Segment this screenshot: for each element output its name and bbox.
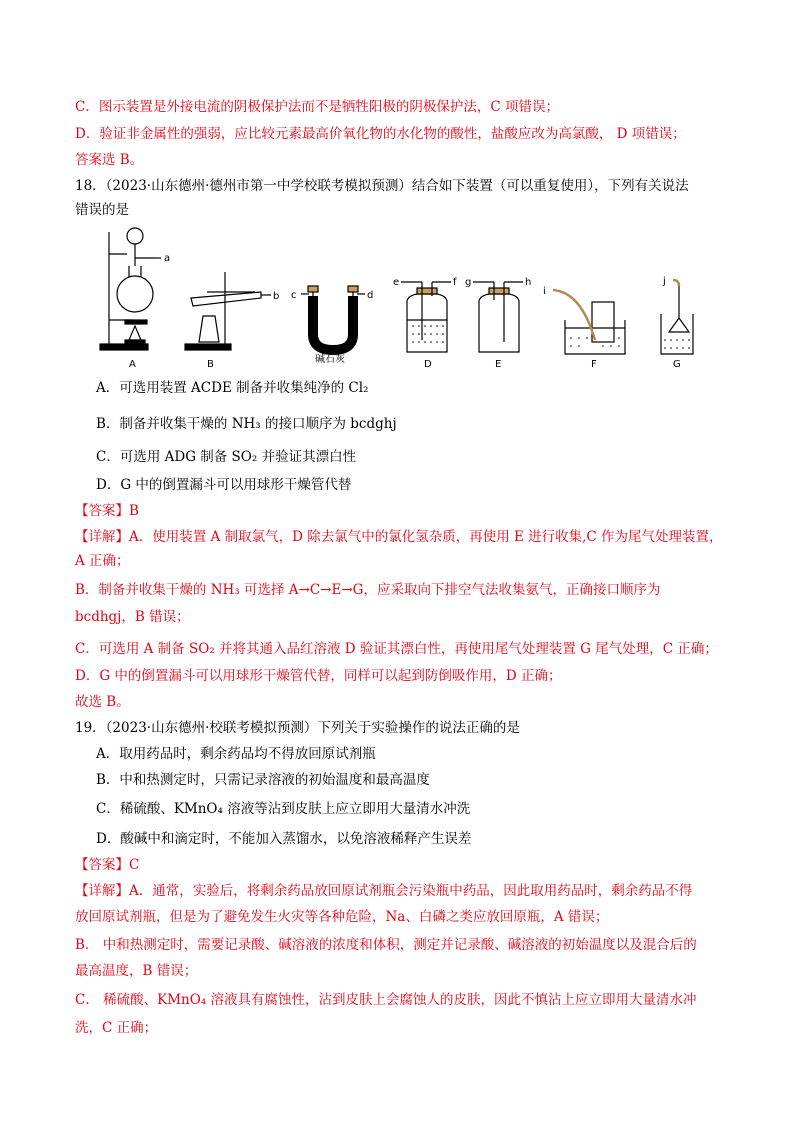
apparatus-f [553, 290, 625, 354]
option-19-b: B．中和热测定时，只需记录溶液的初始温度和最高温度 [96, 772, 430, 788]
explanation-19: C． 稀硫酸、KMnO₄ 溶液具有腐蚀性，沾到皮肤上会腐蚀人的皮肤，因此不慎沾上应立即用大量清水冲 [75, 992, 697, 1008]
label-g: G [673, 359, 681, 370]
explanation-18: A 正确； [75, 553, 130, 569]
apparatus-b [185, 272, 271, 350]
port-label-f: f [453, 277, 457, 288]
explanation-18: 【详解】A．使用装置 A 制取氯气，D 除去氯气中的氯化氢杂质，再使用 E 进行收集,C 作为尾气处理装置， [75, 529, 723, 545]
c-content-label: 碱石灰 [315, 354, 345, 365]
apparatus-g [661, 280, 693, 354]
question-18-stem: 18．（2023·山东德州·德州市第一中学校联考模拟预测）结合如下装置（可以重复使用），下列有关说法 [75, 178, 689, 194]
text-line: 答案选 B。 [75, 152, 144, 168]
explanation-19: 【详解】A．通常，实验后，将剩余药品放回原试剂瓶会污染瓶中药品，因此取用药品时，剩余药品不得 [75, 883, 693, 899]
explanation-19: 放回原试剂瓶，但是为了避免发生火灾等各种危险，Na、白磷之类应放回原瓶，A 错误； [75, 909, 609, 925]
option-19-a: A．取用药品时，剩余药品均不得放回原试剂瓶 [96, 746, 376, 762]
explanation-18: 故选 B。 [75, 694, 130, 710]
explanation-18: D．G 中的倒置漏斗可以用球形干燥管代替，同样可以起到防倒吸作用，D 正确； [75, 668, 562, 684]
label-e: E [495, 359, 502, 370]
label-d: D [424, 359, 432, 370]
apparatus-c [301, 286, 365, 350]
port-label-g: g [465, 277, 472, 288]
port-label-d: d [367, 290, 374, 301]
apparatus-e [473, 282, 523, 352]
option-19-c: C．稀硫酸、KMnO₄ 溶液等沾到皮肤上应立即用大量清水冲洗 [96, 801, 471, 817]
apparatus-d [401, 282, 451, 352]
text-line: D．验证非金属性的强弱，应比较元素最高价氧化物的水化物的酸性，盐酸应改为高氯酸， D 项错误； [75, 126, 686, 142]
label-a: A [129, 359, 136, 370]
apparatus-a [100, 228, 161, 350]
explanation-18: B．制备并收集干燥的 NH₃ 可选择 A→C→E→G，应采取向下排空气法收集氨气，正确接口顺序为 [75, 582, 661, 598]
port-label-e: e [393, 277, 400, 288]
label-f: F [591, 359, 597, 370]
port-label-a: a [164, 253, 171, 264]
option-18-a: A．可选用装置 ACDE 制备并收集纯净的 Cl₂ [96, 380, 369, 396]
option-18-c: C．可选用 ADG 制备 SO₂ 并验证其漂白性 [96, 449, 357, 465]
explanation-19: 洗，C 正确； [75, 1020, 158, 1036]
explanation-18: bcdhgj，B 错误； [75, 609, 190, 625]
option-18-d: D．G 中的倒置漏斗可以用球形干燥管代替 [96, 477, 352, 493]
answer-19: 【答案】C [75, 857, 140, 873]
port-label-c: c [291, 290, 297, 301]
explanation-18: C．可选用 A 制备 SO₂ 并将其通入品红溶液 D 验证其漂白性，再使用尾气处理装置 G 尾气处理，C 正确； [75, 641, 718, 657]
text-line: C．图示装置是外接电流的阴极保护法而不是牺牲阳极的阴极保护法，C 项错误； [75, 99, 559, 115]
question-19-stem: 19．（2023·山东德州·校联考模拟预测）下列关于实验操作的说法正确的是 [75, 720, 520, 736]
apparatus-figure [95, 222, 695, 372]
port-label-i: i [543, 286, 546, 297]
option-19-d: D．酸碱中和滴定时，不能加入蒸馏水，以免溶液稀释产生误差 [96, 831, 472, 847]
explanation-19: B． 中和热测定时，需要记录酸、碱溶液的浓度和体积，测定并记录酸、碱溶液的初始温度以及混合后的 [75, 937, 697, 953]
explanation-19: 最高温度，B 错误； [75, 963, 198, 979]
question-18-stem-cont: 错误的是 [75, 202, 129, 218]
port-label-b: b [273, 291, 280, 302]
label-b: B [207, 359, 214, 370]
port-label-h: h [525, 277, 532, 288]
port-label-j: j [663, 276, 666, 287]
answer-18: 【答案】B [75, 503, 139, 519]
option-18-b: B．制备并收集干燥的 NH₃ 的接口顺序为 bcdghj [96, 416, 397, 432]
